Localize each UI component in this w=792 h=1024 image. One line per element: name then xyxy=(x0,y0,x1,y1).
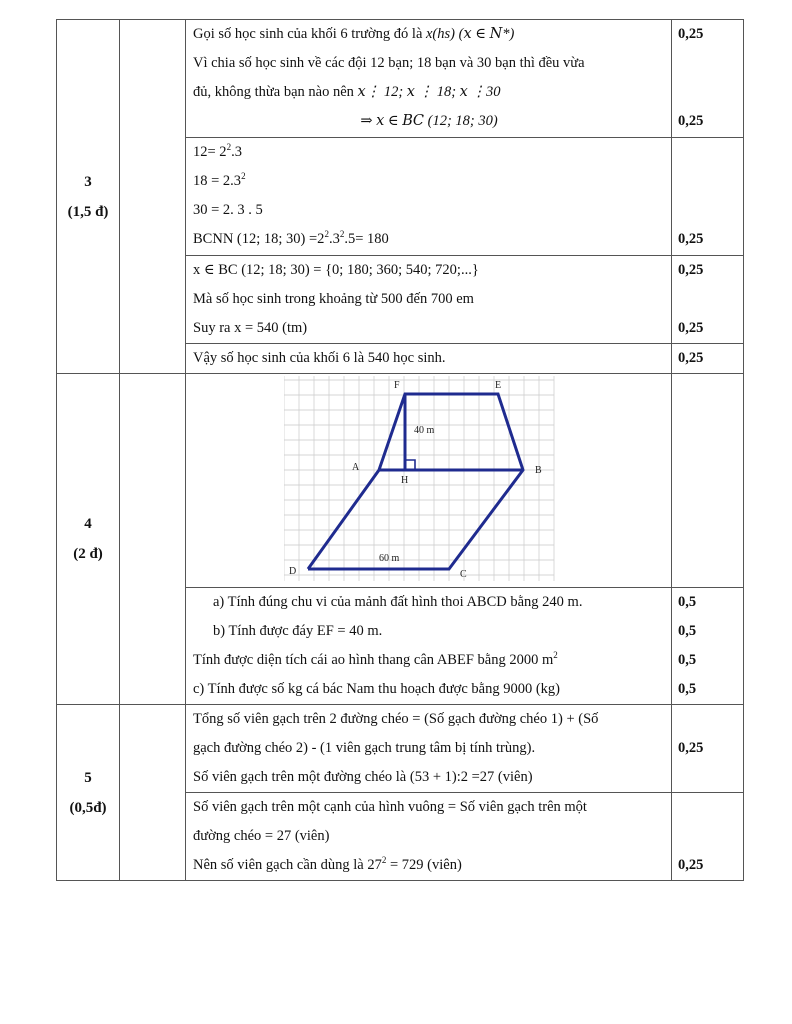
q3-b2-line-3: 30 = 2. 3 . 5 xyxy=(193,202,263,218)
q3-points: (1,5 đ) xyxy=(67,203,109,220)
q5-blank-cell xyxy=(120,705,186,881)
q5-points: (0,5đ) xyxy=(69,799,107,816)
q4-figure-cell xyxy=(186,374,672,588)
q3-b2-line-4: BCNN (12; 18; $30) =2^2.3^2.5= 180$ xyxy=(193,229,389,247)
q5-row-1 xyxy=(57,705,744,793)
q3-b2-line-2: $18 = 2.3^2$ xyxy=(193,171,246,189)
q4-points: (2 đ) xyxy=(73,546,103,562)
label-h: H xyxy=(400,475,408,486)
label-e: E xyxy=(494,380,501,391)
q3-score-1: 0,25 0,25 xyxy=(672,20,744,138)
q4-part-a: a) Tính đúng chu vi của mảnh đất hình thoi ABCD bằng 240 m. xyxy=(213,594,583,610)
q4-part-c: c) Tính được số kg cá bác Nam thu hoạch được bằng 9000 (kg) xyxy=(193,681,561,697)
q3-score-4: 0,25 xyxy=(672,344,744,374)
q4-number: 4 xyxy=(84,516,92,532)
label-c: C xyxy=(459,569,467,580)
figure-grid xyxy=(284,376,554,581)
q5-b1-line-2: gạch đường chéo 2) - (1 viên gạch trung tâm bị tính trùng). xyxy=(193,740,536,756)
q5-score-2: 0,25 xyxy=(672,793,744,881)
answer-table xyxy=(56,19,744,881)
q3-b3-line-2: Mà số học sinh trong khoảng từ 500 đến 700 em xyxy=(193,291,474,307)
q3-block-1 xyxy=(186,20,672,138)
label-b: B xyxy=(534,465,542,476)
q5-b2-line-3: Nên số viên gạch cần dùng là $27^2 = 729$ (viên) xyxy=(193,855,462,873)
q4-blank-cell xyxy=(120,374,186,705)
figure-lines xyxy=(308,394,523,569)
shape-outline xyxy=(308,394,523,569)
base-label: 60 m xyxy=(378,553,399,564)
q5-block-2 xyxy=(186,793,672,881)
q3-b1-line-2: Vì chia số học sinh về các đội 12 bạn; 18 bạn và 30 bạn thì đều vừa xyxy=(193,55,585,71)
q3-b1-line-4: ⇒ 𝑥 ∈ 𝐵𝐶 (12; 18; 30) xyxy=(360,113,498,129)
height-label: 40 m xyxy=(413,425,434,436)
q4-row-1 xyxy=(57,374,744,588)
q4-area: Tính được diện tích cái ao hình thang cân ABEF bằng 2000 $m^2$ xyxy=(193,650,558,668)
q5-b2-line-1: Số viên gạch trên một cạnh của hình vuông = Số viên gạch trên một xyxy=(193,799,587,815)
q4-answers xyxy=(186,588,672,705)
q3-number-cell xyxy=(57,20,120,374)
q4-figure-score-cell xyxy=(672,374,744,588)
q3-block-2 xyxy=(186,138,672,256)
q4-part-b: b) Tính được đáy EF = 40 m. xyxy=(213,623,383,639)
q3-number: 3 xyxy=(84,173,92,190)
q3-b2-line-1: $12= 2^2.3$ xyxy=(193,142,242,160)
label-a: A xyxy=(351,462,359,473)
q3-block-3 xyxy=(186,256,672,344)
q4-number-cell xyxy=(57,374,120,705)
q3-row-1 xyxy=(57,20,744,138)
q5-b1-line-3: Số viên gạch trên một đường chéo là (53 + 1):2 =27 (viên) xyxy=(193,769,533,785)
label-f: F xyxy=(393,380,400,391)
q3-b3-line-1: x ∈ BC (12; 18; 30) = {0; 180; 360; 540; 720;...} xyxy=(193,262,479,278)
q3-b1-line-3: đủ, không thừa bạn nào nên 𝑥⋮ 12; 𝑥 ⋮ 18; 𝑥 ⋮30 xyxy=(193,84,501,100)
q3-score-2: 0,25 xyxy=(672,138,744,256)
q5-block-1 xyxy=(186,705,672,793)
q5-b2-line-2: đường chéo = 27 (viên) xyxy=(193,828,330,844)
q5-score-1: 0,25 xyxy=(672,705,744,793)
q3-block-4 xyxy=(186,344,672,374)
q5-number: 5 xyxy=(84,769,92,786)
q3-score-3: 0,25 0,25 xyxy=(672,256,744,344)
q5-b1-line-1: Tổng số viên gạch trên 2 đường chéo = (Số gạch đường chéo 1) + (Số xyxy=(193,711,599,727)
q3-blank-cell xyxy=(120,20,186,374)
q5-number-cell xyxy=(57,705,120,881)
q3-b3-line-3: Suy ra x = 540 (tm) xyxy=(193,320,308,336)
trapezoid-rhombus-figure xyxy=(284,376,574,582)
q4-scores: 0,5 0,5 0,5 0,5 xyxy=(672,588,744,705)
q3-b4-line-1: Vậy số học sinh của khối 6 là 540 học sinh. xyxy=(193,350,446,366)
q3-b1-line-1: Gọi số học sinh của khối 6 trường đó là x(hs) (𝑥 ∈ 𝑁*) xyxy=(193,26,515,42)
label-d: D xyxy=(288,566,296,577)
